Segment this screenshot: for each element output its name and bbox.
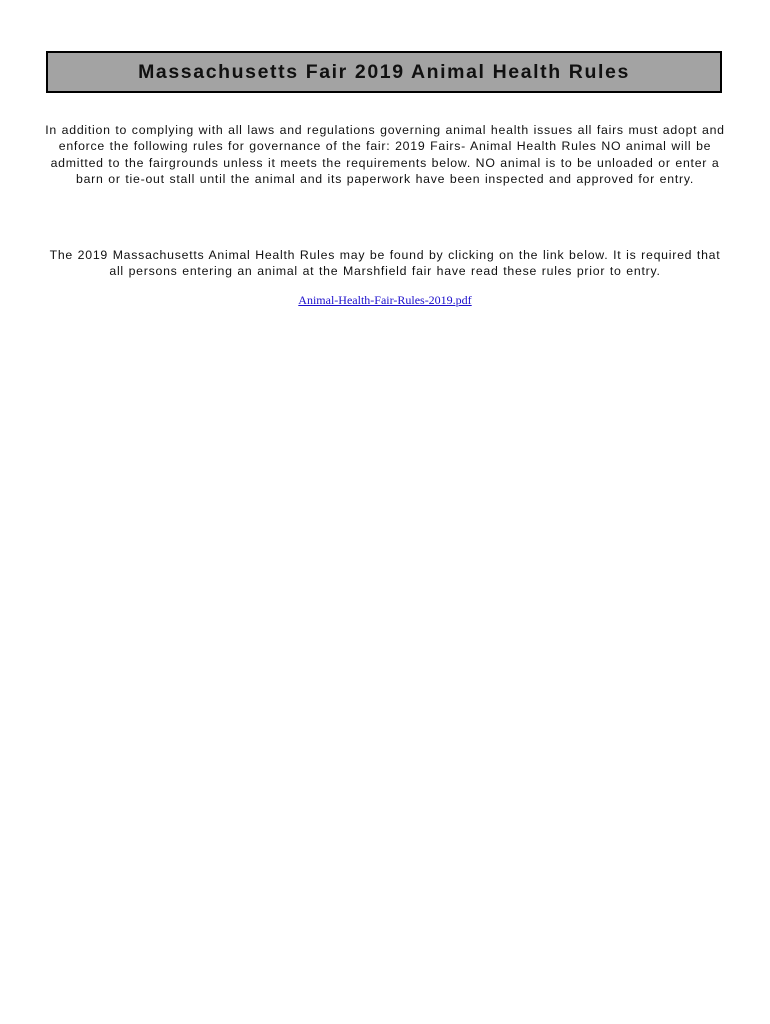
page-title: Massachusetts Fair 2019 Animal Health Rules [138,60,630,83]
title-banner [46,51,722,93]
link-row [0,291,770,309]
rules-pdf-link[interactable]: Animal-Health-Fair-Rules-2019.pdf [298,293,472,307]
intro-paragraph: In addition to complying with all laws and regulations governing animal health issues all fairs must adopt and enforce the following rules for governance of the fair: 2019 Fairs- Animal Health Rules NO animal will be admitted to the fairgrounds unless it meets the requirements below. NO animal is to be unloaded or enter a barn or tie-out stall until the animal and its paperwork have been inspected and approved for entry. [45,123,725,186]
rules-paragraph: The 2019 Massachusetts Animal Health Rules may be found by clicking on the link below. It is required that all persons entering an animal at the Marshfield fair have read these rules prior to entry. [49,248,721,279]
